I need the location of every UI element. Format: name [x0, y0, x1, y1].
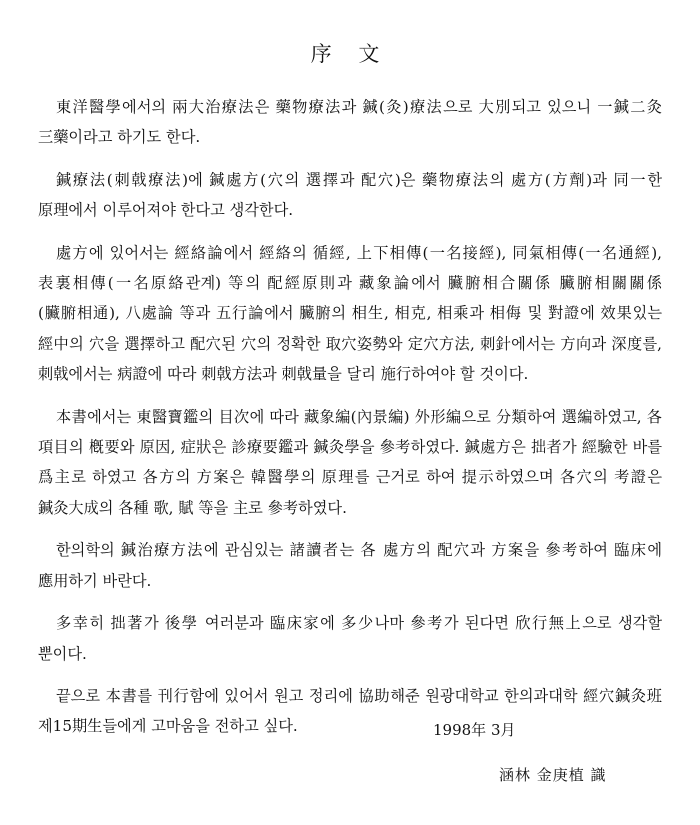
paragraph-4: 本書에서는 東醫寶鑑의 目次에 따라 藏象編(內景編) 外形編으로 分類하여 選編하였고, 各 項目의 槪要와 原因, 症狀은 診療要鑑과 鍼灸學을 參考하였다. 鍼處方은 拙者가 經驗한 바를 爲主로 하였고 各方의 方案은 韓醫學의 原理를 근거로 하여 提示하였으며 各穴의 考證은 鍼灸大成의 各種 歌, 賦 等을 主로 參考하였다.: [38, 407, 662, 517]
paragraph-1: 東洋醫學에서의 兩大治療法은 藥物療法과 鍼(灸)療法으로 大別되고 있으니 一鍼二灸 三藥이라고 하기도 한다.: [38, 98, 662, 147]
paragraph-6: 多幸히 拙著가 後學 여러분과 臨床家에 多少나마 參考가 된다면 欣行無上으로 생각할 뿐이다.: [38, 614, 662, 663]
paragraph-2: 鍼療法(刺戟療法)에 鍼處方(穴의 選擇과 配穴)은 藥物療法의 處方(方劑)과 同一한 原理에서 이루어져야 한다고 생각한다.: [38, 170, 662, 220]
author-signature: 涵林 金庚植 識: [499, 766, 607, 784]
preface-body: [38, 92, 662, 754]
paragraph-7: 끝으로 本書를 刊行함에 있어서 원고 정리에 協助해준 원광대학교 한의과대학 經穴鍼灸班 제15期生들에게 고마움을 전하고 싶다.: [38, 686, 662, 736]
date-line: 1998年 3月: [433, 721, 516, 739]
paragraph-3: 處方에 있어서는 經絡論에서 經絡의 循經, 上下相傳(一名接經), 同氣相傳(一名通經), 表裏相傳(一名原絡관계) 等의 配經原則과 藏象論에서 臟腑相合關係 臟腑相關關係(臟腑相通), 八處論 等과 五行論에서 臟腑의 相生, 相克, 相乘과 相侮 및 對證에 效果있는 經中의 穴을 選擇하고 配穴된 穴의 정확한 取穴姿勢와 定穴方法, 刺針에서는 方向과 深度를, 刺戟에서는 病證에 따라 刺戟方法과 刺戟量을 달리 施行하여야 할 것이다.: [38, 243, 662, 384]
page-title: 序 文: [310, 42, 390, 66]
paragraph-5: 한의학의 鍼治療方法에 관심있는 諸讀者는 各 處方의 配穴과 方案을 參考하여 臨床에 應用하기 바란다.: [38, 541, 662, 590]
